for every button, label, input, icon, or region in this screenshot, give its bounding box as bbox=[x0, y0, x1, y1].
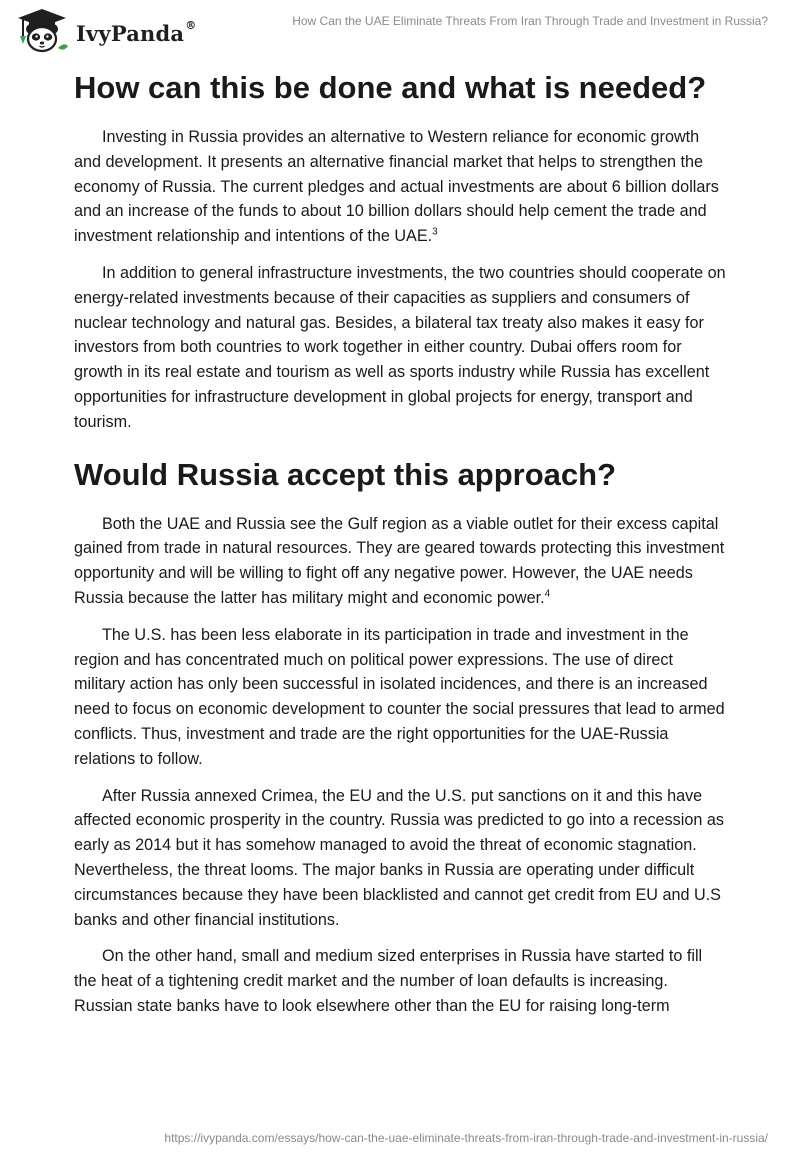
source-url[interactable]: https://ivypanda.com/essays/how-can-the-uae-eliminate-threats-from-iran-through-trade-and-investment-in-russia/ bbox=[164, 1131, 768, 1145]
page-header bbox=[0, 0, 800, 60]
footnote-ref[interactable]: 4 bbox=[544, 588, 551, 600]
footnote-ref[interactable]: 3 bbox=[432, 226, 438, 238]
paragraph: In addition to general infrastructure investments, the two countries should cooperate on energy-related investments because of their capacities as suppliers and consumers of nuclear technology and natural gas. Besides, a bilateral tax treaty also makes it easy for investors from both countries to work together in either country. Dubai offers room for growth in its real estate and tourism as well as sports industry while Russia has excellent opportunities for infrastructure development in global projects for energy, transport and tourism. bbox=[74, 263, 726, 431]
logo-text: IvyPanda® bbox=[76, 18, 197, 46]
paragraph: Both the UAE and Russia see the Gulf region as a viable outlet for their excess capital gained from trade in natural resources. They are geared towards protecting this investment opportunity and will be willing to fight off any negative power. However, the UAE needs Russia because the latter has military might and economic power.$^4$ bbox=[74, 514, 725, 607]
paragraph: Investing in Russia provides an alternative to Western reliance for economic growth and development. It presents an alternative financial market that helps to strengthen the economy of Russia. The current pledges and actual investments are about 6 billion dollars and an increase of the funds to about 10 billion dollars should help cement the trade and investment relationship and intentions of the UAE.$^3$ bbox=[74, 128, 719, 246]
essay-content bbox=[74, 68, 726, 1031]
paragraph: The U.S. has been less elaborate in its participation in trade and investment in the region and has concentrated much on political power expressions. The use of direct military action has only been successful in isolated incidences, and there is an increased need to focus on economic development to counter the social pressures that lead to armed conflicts. Thus, investment and trade are the right opportunities for the UAE-Russia relations to follow. bbox=[74, 625, 725, 768]
paragraph: On the other hand, small and medium sized enterprises in Russia have started to fill the heat of a tightening credit market and the number of loan defaults is increasing. Russian state banks have to look elsewhere other than the EU for raising long-term bbox=[74, 947, 703, 1015]
panda-graduation-cap-icon bbox=[14, 8, 70, 54]
section-heading-how: How can this be done and what is needed? bbox=[74, 70, 707, 105]
paragraph: After Russia annexed Crimea, the EU and the U.S. put sanctions on it and this have affected economic prosperity in the country. Russia was predicted to go into a recession as early as 2014 but it has somehow managed to avoid the threat of economic stagnation. Nevertheless, the threat looms. The major banks in Russia are operating under difficult circumstances because they have been blacklisted and cannot get credit from EU and U.S banks and other financial institutions. bbox=[74, 786, 724, 929]
registered-mark: ® bbox=[185, 18, 197, 32]
document-title: How Can the UAE Eliminate Threats From Iran Through Trade and Investment in Russia? bbox=[292, 14, 768, 28]
section-heading-would-russia: Would Russia accept this approach? bbox=[74, 456, 617, 492]
ivypanda-logo[interactable] bbox=[14, 8, 196, 54]
